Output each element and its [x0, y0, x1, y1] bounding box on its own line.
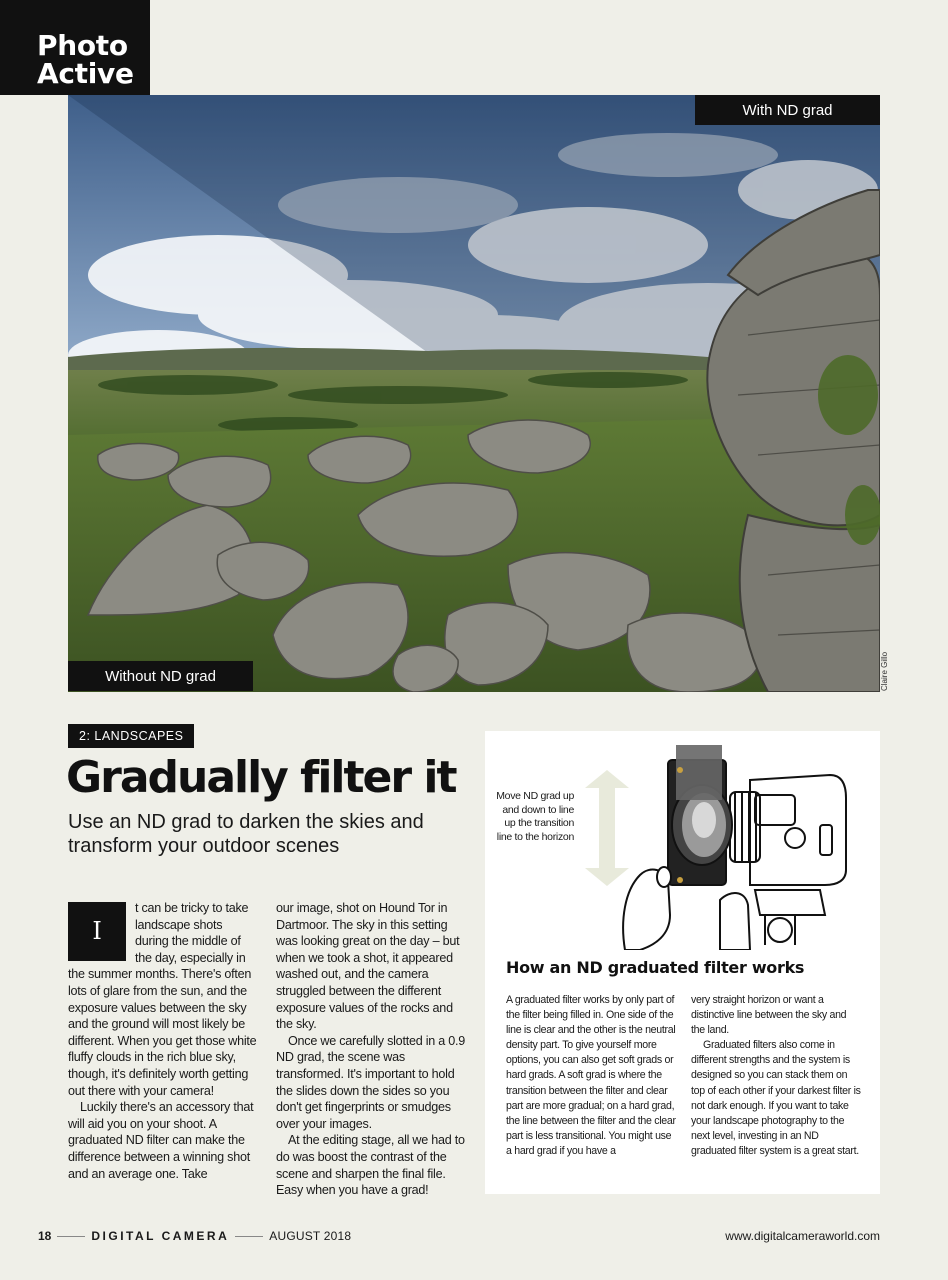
- landscape-photo-svg: [68, 95, 880, 692]
- body-paragraph: Once we carefully slotted in a 0.9 ND grad, the scene was transformed. It's important to hold the slides down the sides so you don't get fingerprints or smudges over your images.: [276, 1033, 466, 1131]
- panel-column-1: [506, 993, 676, 1159]
- body-column-1: [68, 900, 258, 1182]
- with-nd-grad-label: With ND grad: [695, 95, 880, 125]
- filter-holder: [668, 745, 732, 885]
- drop-cap: I: [68, 902, 126, 961]
- panel-paragraph: Graduated filters also come in different strengths and the system is designed so you can stack them on top of each other if your darkest filter is not dark enough. If you want to take your landscape photography to the next level, investing in an ND graduated filter system is a great start.: [691, 1039, 861, 1157]
- body-paragraph: t can be tricky to take landscape shots during the middle of the day, especially in the summer months. There's often lots of glare from the sun, and the exposure values between the sky and the ground will most likely be different. When you get those white fluffy clouds in the rich blue sky, though, it's definitely worth getting out there with your camera!: [68, 901, 257, 1098]
- issue-date: AUGUST 2018: [269, 1229, 352, 1243]
- headline: Gradually filter it: [66, 752, 456, 803]
- up-down-arrow-icon: [585, 770, 629, 886]
- section-tag: 2: LANDSCAPES: [68, 724, 194, 748]
- body-paragraph: Luckily there's an accessory that will aid you on your shoot. A graduated ND filter can make the difference between a winning shot and an average one. Take: [68, 1100, 254, 1181]
- website-url: www.digitalcameraworld.com: [725, 1229, 880, 1243]
- footer-divider: [57, 1236, 85, 1237]
- lens: [730, 792, 760, 862]
- page-footer: [38, 1228, 880, 1244]
- brand-line-1: Photo: [37, 29, 128, 62]
- body-paragraph: At the editing stage, all we had to do was boost the contrast of the scene and sharpen the final file. Easy when you have a grad!: [276, 1133, 465, 1198]
- page-number: 18: [38, 1229, 52, 1243]
- panel-paragraph: A graduated filter works by only part of the filter being filled in. One side of the line is clear and the other is the neutral density part. To give yourself more options, you can also get soft grads or hard grads. A soft grad is where the transition between the filter and clear part are more gradual; on a hard grad, the line between the filter and the clear part is less transitional. You might use a hard grad if you have a: [506, 994, 676, 1157]
- magazine-name: DIGITAL CAMERA: [91, 1229, 230, 1243]
- brand-logo: [0, 0, 150, 95]
- panel-paragraph: very straight horizon or want a distinctive line between the sky and the land.: [691, 994, 847, 1037]
- illustration-caption: Move ND grad up and down to line up the transition line to the horizon: [496, 790, 574, 843]
- without-nd-grad-label: Without ND grad: [68, 661, 253, 691]
- photo-credit: Claire Gillo: [880, 651, 889, 691]
- filter-illustration: [580, 740, 870, 950]
- panel-title: How an ND graduated filter works: [506, 958, 805, 977]
- panel-column-2: [691, 993, 861, 1159]
- subheading: Use an ND grad to darken the skies and transform your outdoor scenes: [68, 811, 424, 857]
- brand-line-2: Active: [37, 57, 134, 90]
- camera-body: [750, 775, 846, 945]
- body-paragraph: our image, shot on Hound Tor in Dartmoor. The sky in this setting was looking great on the day – but when we took a shot, it appeared washed out, and the camera struggled between the different exposure values of the rocks and the sky.: [276, 901, 460, 1032]
- camera-filter-drawing: [580, 740, 870, 950]
- footer-divider: [235, 1236, 263, 1237]
- landscape-photo: [68, 95, 880, 692]
- body-column-2: [276, 900, 466, 1199]
